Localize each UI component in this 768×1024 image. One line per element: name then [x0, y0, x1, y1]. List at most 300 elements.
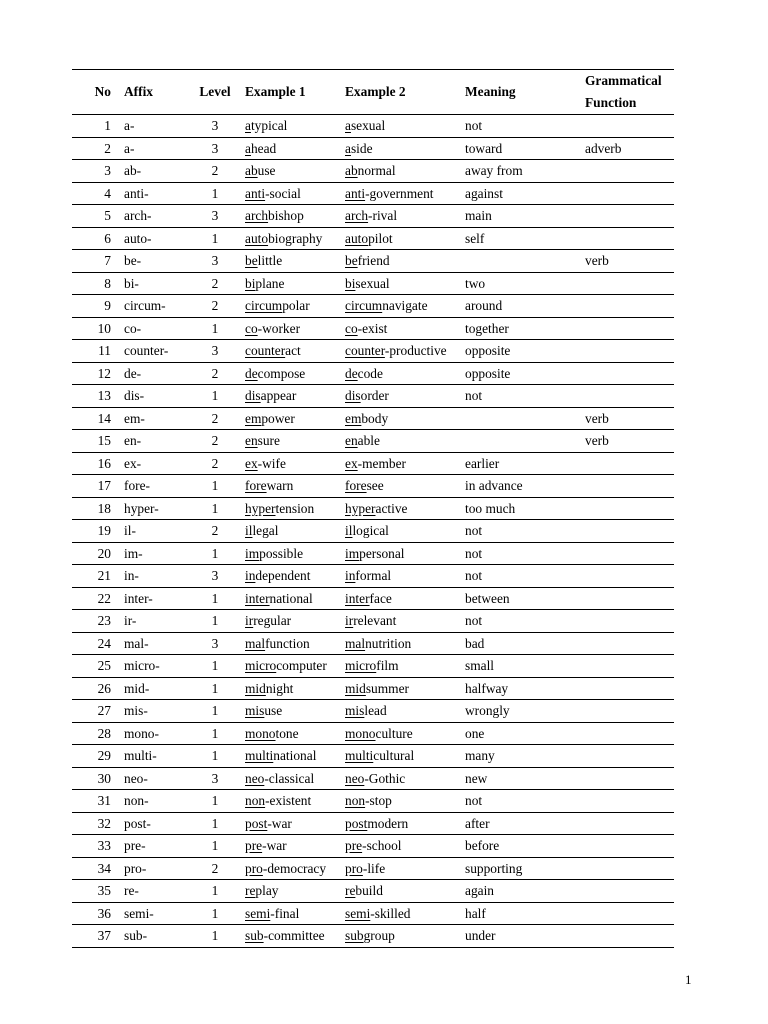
example1-cell — [245, 790, 345, 813]
stem-part: -Gothic — [364, 770, 406, 786]
table-row — [72, 542, 674, 565]
example2-cell — [345, 362, 465, 385]
row-number: 26 — [72, 677, 115, 700]
example1-cell — [245, 160, 345, 183]
example1-cell — [245, 655, 345, 678]
affix-cell: in- — [115, 565, 185, 588]
example1-cell — [245, 925, 345, 948]
level-cell: 1 — [185, 385, 245, 408]
example2-cell — [345, 565, 465, 588]
affix-part: mis — [245, 703, 265, 719]
affix-part: post — [345, 815, 368, 831]
stem-part: group — [363, 928, 395, 944]
affix-part: semi — [245, 905, 271, 921]
row-number: 36 — [72, 902, 115, 925]
level-cell: 2 — [185, 430, 245, 453]
table-row — [72, 430, 674, 453]
affix-part: ex — [245, 455, 258, 471]
row-number: 1 — [72, 115, 115, 138]
affix-part: de — [345, 365, 358, 381]
function-cell: verb — [585, 250, 674, 273]
stem-part: sure — [257, 433, 280, 449]
meaning-cell: too much — [465, 497, 585, 520]
function-cell: adverb — [585, 137, 674, 160]
table-row — [72, 655, 674, 678]
row-number: 2 — [72, 137, 115, 160]
example2-cell — [345, 407, 465, 430]
affix-part: mono — [345, 725, 376, 741]
example2-cell — [345, 452, 465, 475]
stem-part: -classical — [264, 770, 315, 786]
function-cell — [585, 205, 674, 228]
example1-cell — [245, 317, 345, 340]
level-cell: 2 — [185, 452, 245, 475]
level-cell: 1 — [185, 182, 245, 205]
stem-part: -life — [362, 860, 386, 876]
example2-cell — [345, 790, 465, 813]
example2-cell — [345, 857, 465, 880]
stem-part: -social — [265, 185, 301, 201]
row-number: 13 — [72, 385, 115, 408]
affix-part: arch — [245, 208, 269, 224]
stem-part: film — [376, 658, 399, 674]
stem-part: -wife — [257, 455, 286, 471]
affix-part: en — [245, 433, 258, 449]
affix-part: auto — [245, 230, 269, 246]
stem-part: sexual — [355, 275, 390, 291]
affix-part: anti — [245, 185, 266, 201]
function-cell — [585, 677, 674, 700]
meaning-cell: between — [465, 587, 585, 610]
meaning-cell: not — [465, 542, 585, 565]
example2-cell — [345, 340, 465, 363]
stem-part: legal — [252, 523, 279, 539]
affix-cell: mis- — [115, 700, 185, 723]
stem-part: power — [261, 410, 295, 426]
row-number: 37 — [72, 925, 115, 948]
stem-part: function — [265, 635, 310, 651]
stem-part: -democracy — [262, 860, 327, 876]
level-cell: 1 — [185, 227, 245, 250]
stem-part: -war — [267, 815, 292, 831]
function-cell — [585, 317, 674, 340]
affix-cell: mid- — [115, 677, 185, 700]
affix-part: dis — [345, 388, 361, 404]
meaning-cell: around — [465, 295, 585, 318]
meaning-cell: not — [465, 385, 585, 408]
affix-cell: multi- — [115, 745, 185, 768]
example1-cell — [245, 385, 345, 408]
affix-cell: mono- — [115, 722, 185, 745]
row-number: 30 — [72, 767, 115, 790]
stem-part: appear — [260, 388, 297, 404]
level-cell: 3 — [185, 205, 245, 228]
level-cell: 3 — [185, 340, 245, 363]
row-number: 14 — [72, 407, 115, 430]
function-cell — [585, 272, 674, 295]
header-function-line2: Function — [585, 95, 637, 110]
meaning-cell: toward — [465, 137, 585, 160]
affix-part: counter — [245, 343, 286, 359]
function-cell — [585, 902, 674, 925]
stem-part: -productive — [384, 343, 447, 359]
meaning-cell: not — [465, 790, 585, 813]
level-cell: 1 — [185, 812, 245, 835]
affix-cell: auto- — [115, 227, 185, 250]
meaning-cell: again — [465, 880, 585, 903]
function-cell — [585, 632, 674, 655]
table-row — [72, 925, 674, 948]
meaning-cell: supporting — [465, 857, 585, 880]
example1-cell — [245, 250, 345, 273]
affix-cell: micro- — [115, 655, 185, 678]
example1-cell — [245, 857, 345, 880]
example1-cell — [245, 835, 345, 858]
affix-part: en — [345, 433, 358, 449]
affix-part: circum — [345, 298, 383, 314]
affix-part: sub — [245, 928, 264, 944]
meaning-cell: not — [465, 610, 585, 633]
affix-part: de — [245, 365, 258, 381]
stem-part: -school — [362, 838, 402, 854]
example2-cell — [345, 182, 465, 205]
table-row — [72, 160, 674, 183]
affix-cell: im- — [115, 542, 185, 565]
stem-part: compose — [257, 365, 306, 381]
table-row — [72, 587, 674, 610]
affix-part: em — [345, 410, 362, 426]
table-row — [72, 250, 674, 273]
stem-part: nutrition — [365, 635, 412, 651]
affix-part: pre — [245, 838, 263, 854]
example1-cell — [245, 362, 345, 385]
affix-cell: de- — [115, 362, 185, 385]
meaning-cell: after — [465, 812, 585, 835]
affix-part: pro — [345, 860, 363, 876]
affix-part: neo — [245, 770, 265, 786]
stem-part: regular — [253, 613, 292, 629]
row-number: 31 — [72, 790, 115, 813]
affix-part: ir — [345, 613, 354, 629]
affix-part: im — [345, 545, 360, 561]
stem-part: play — [255, 883, 279, 899]
meaning-cell: opposite — [465, 362, 585, 385]
function-cell — [585, 767, 674, 790]
table-row — [72, 835, 674, 858]
affix-part: a — [245, 140, 251, 156]
example1-cell — [245, 340, 345, 363]
stem-part: navigate — [382, 298, 428, 314]
table-row — [72, 340, 674, 363]
stem-part: order — [360, 388, 389, 404]
function-cell — [585, 700, 674, 723]
stem-part: -stop — [365, 793, 392, 809]
level-cell: 1 — [185, 722, 245, 745]
example1-cell — [245, 745, 345, 768]
function-cell — [585, 587, 674, 610]
affix-part: a — [345, 140, 351, 156]
header-no: No — [72, 70, 115, 115]
table-row — [72, 902, 674, 925]
stem-part: night — [265, 680, 294, 696]
stem-part: -exist — [357, 320, 388, 336]
example1-cell — [245, 407, 345, 430]
stem-part: tone — [275, 725, 299, 741]
function-cell — [585, 452, 674, 475]
function-cell — [585, 520, 674, 543]
example2-cell — [345, 925, 465, 948]
row-number: 5 — [72, 205, 115, 228]
example2-cell — [345, 767, 465, 790]
level-cell: 1 — [185, 880, 245, 903]
example1-cell — [245, 137, 345, 160]
function-cell — [585, 857, 674, 880]
row-number: 28 — [72, 722, 115, 745]
affix-part: il — [345, 523, 353, 539]
function-cell — [585, 835, 674, 858]
table-row — [72, 362, 674, 385]
affix-part: il — [245, 523, 253, 539]
stem-part: biography — [268, 230, 323, 246]
example1-cell — [245, 812, 345, 835]
example2-cell — [345, 542, 465, 565]
affix-part: arch — [345, 208, 369, 224]
function-cell — [585, 227, 674, 250]
level-cell: 2 — [185, 407, 245, 430]
stem-part: personal — [359, 545, 405, 561]
header-row — [72, 70, 674, 115]
table-row — [72, 182, 674, 205]
affix-cell: a- — [115, 115, 185, 138]
affix-part: be — [245, 253, 258, 269]
level-cell: 2 — [185, 362, 245, 385]
affix-part: anti — [345, 185, 366, 201]
level-cell: 2 — [185, 857, 245, 880]
example1-cell — [245, 767, 345, 790]
affix-cell: re- — [115, 880, 185, 903]
affix-part: pre — [345, 838, 363, 854]
affix-part: re — [245, 883, 256, 899]
stem-part: warn — [266, 478, 294, 494]
row-number: 29 — [72, 745, 115, 768]
affix-cell: post- — [115, 812, 185, 835]
row-number: 19 — [72, 520, 115, 543]
row-number: 34 — [72, 857, 115, 880]
row-number: 6 — [72, 227, 115, 250]
affix-part: micro — [245, 658, 277, 674]
level-cell: 3 — [185, 632, 245, 655]
affix-part: bi — [245, 275, 256, 291]
row-number: 22 — [72, 587, 115, 610]
table-row — [72, 880, 674, 903]
affix-part: neo — [345, 770, 365, 786]
row-number: 3 — [72, 160, 115, 183]
stem-part: relevant — [353, 613, 397, 629]
example1-cell — [245, 452, 345, 475]
header-example2: Example 2 — [345, 70, 465, 115]
affix-cell: em- — [115, 407, 185, 430]
function-cell: verb — [585, 430, 674, 453]
affix-part: a — [245, 118, 251, 134]
affix-part: a — [345, 118, 351, 134]
affix-cell: arch- — [115, 205, 185, 228]
stem-part: active — [375, 500, 408, 516]
function-cell — [585, 497, 674, 520]
example2-cell — [345, 632, 465, 655]
affix-cell: hyper- — [115, 497, 185, 520]
example1-cell — [245, 677, 345, 700]
affix-cell: ex- — [115, 452, 185, 475]
example1-cell — [245, 565, 345, 588]
row-number: 10 — [72, 317, 115, 340]
stem-part: -skilled — [370, 905, 411, 921]
stem-part: see — [366, 478, 384, 494]
header-grammatical-function — [585, 70, 674, 115]
row-number: 32 — [72, 812, 115, 835]
example1-cell — [245, 722, 345, 745]
function-cell — [585, 745, 674, 768]
stem-part: pilot — [368, 230, 393, 246]
affix-part: in — [345, 568, 356, 584]
table-header — [72, 70, 674, 115]
stem-part: use — [257, 163, 276, 179]
level-cell: 3 — [185, 565, 245, 588]
affix-cell: fore- — [115, 475, 185, 498]
function-cell — [585, 790, 674, 813]
level-cell: 1 — [185, 587, 245, 610]
affix-table — [72, 69, 674, 948]
row-number: 25 — [72, 655, 115, 678]
example1-cell — [245, 227, 345, 250]
table-row — [72, 565, 674, 588]
table-row — [72, 497, 674, 520]
row-number: 11 — [72, 340, 115, 363]
example1-cell — [245, 700, 345, 723]
stem-part: -rival — [368, 208, 398, 224]
function-cell — [585, 115, 674, 138]
level-cell: 2 — [185, 160, 245, 183]
header-function-line1: Grammatical — [585, 73, 662, 88]
example1-cell — [245, 520, 345, 543]
stem-part: modern — [367, 815, 409, 831]
example2-cell — [345, 385, 465, 408]
example1-cell — [245, 587, 345, 610]
stem-part: cultural — [373, 748, 415, 764]
stem-part: -committee — [263, 928, 325, 944]
stem-part: summer — [365, 680, 409, 696]
stem-part: friend — [357, 253, 390, 269]
table-row — [72, 407, 674, 430]
affix-cell: circum- — [115, 295, 185, 318]
function-cell — [585, 385, 674, 408]
example1-cell — [245, 880, 345, 903]
row-number: 27 — [72, 700, 115, 723]
table-row — [72, 857, 674, 880]
example2-cell — [345, 430, 465, 453]
affix-cell: neo- — [115, 767, 185, 790]
affix-part: pro — [245, 860, 263, 876]
meaning-cell: away from — [465, 160, 585, 183]
table-row — [72, 205, 674, 228]
table-row — [72, 475, 674, 498]
row-number: 33 — [72, 835, 115, 858]
example2-cell — [345, 227, 465, 250]
affix-part: em — [245, 410, 262, 426]
meaning-cell: before — [465, 835, 585, 858]
meaning-cell: many — [465, 745, 585, 768]
affix-part: inter — [345, 590, 370, 606]
table-row — [72, 520, 674, 543]
example2-cell — [345, 295, 465, 318]
meaning-cell: two — [465, 272, 585, 295]
affix-cell: co- — [115, 317, 185, 340]
stem-part: possible — [259, 545, 304, 561]
stem-part: face — [369, 590, 392, 606]
stem-part: use — [264, 703, 283, 719]
affix-part: mal — [245, 635, 266, 651]
example2-cell — [345, 812, 465, 835]
table-row — [72, 115, 674, 138]
row-number: 7 — [72, 250, 115, 273]
meaning-cell — [465, 250, 585, 273]
level-cell: 3 — [185, 137, 245, 160]
example1-cell — [245, 632, 345, 655]
affix-part: multi — [345, 748, 374, 764]
example2-cell — [345, 835, 465, 858]
level-cell: 1 — [185, 925, 245, 948]
stem-part: culture — [375, 725, 413, 741]
table-row — [72, 812, 674, 835]
function-cell — [585, 542, 674, 565]
row-number: 9 — [72, 295, 115, 318]
meaning-cell: bad — [465, 632, 585, 655]
function-cell — [585, 812, 674, 835]
row-number: 4 — [72, 182, 115, 205]
function-cell — [585, 610, 674, 633]
example2-cell — [345, 655, 465, 678]
affix-part: micro — [345, 658, 377, 674]
level-cell: 1 — [185, 902, 245, 925]
example2-cell — [345, 587, 465, 610]
example1-cell — [245, 205, 345, 228]
affix-part: non — [245, 793, 266, 809]
table-row — [72, 317, 674, 340]
example2-cell — [345, 700, 465, 723]
meaning-cell: halfway — [465, 677, 585, 700]
example2-cell — [345, 745, 465, 768]
example1-cell — [245, 295, 345, 318]
level-cell: 3 — [185, 250, 245, 273]
table-row — [72, 677, 674, 700]
meaning-cell: half — [465, 902, 585, 925]
affix-part: be — [345, 253, 358, 269]
affix-cell: non- — [115, 790, 185, 813]
example2-cell — [345, 610, 465, 633]
stem-part: computer — [276, 658, 327, 674]
level-cell: 1 — [185, 317, 245, 340]
level-cell: 2 — [185, 295, 245, 318]
meaning-cell: self — [465, 227, 585, 250]
stem-part: build — [355, 883, 383, 899]
level-cell: 2 — [185, 272, 245, 295]
example1-cell — [245, 475, 345, 498]
affix-cell: semi- — [115, 902, 185, 925]
table-row — [72, 385, 674, 408]
meaning-cell: against — [465, 182, 585, 205]
affix-part: ab — [345, 163, 358, 179]
example2-cell — [345, 880, 465, 903]
level-cell: 1 — [185, 745, 245, 768]
